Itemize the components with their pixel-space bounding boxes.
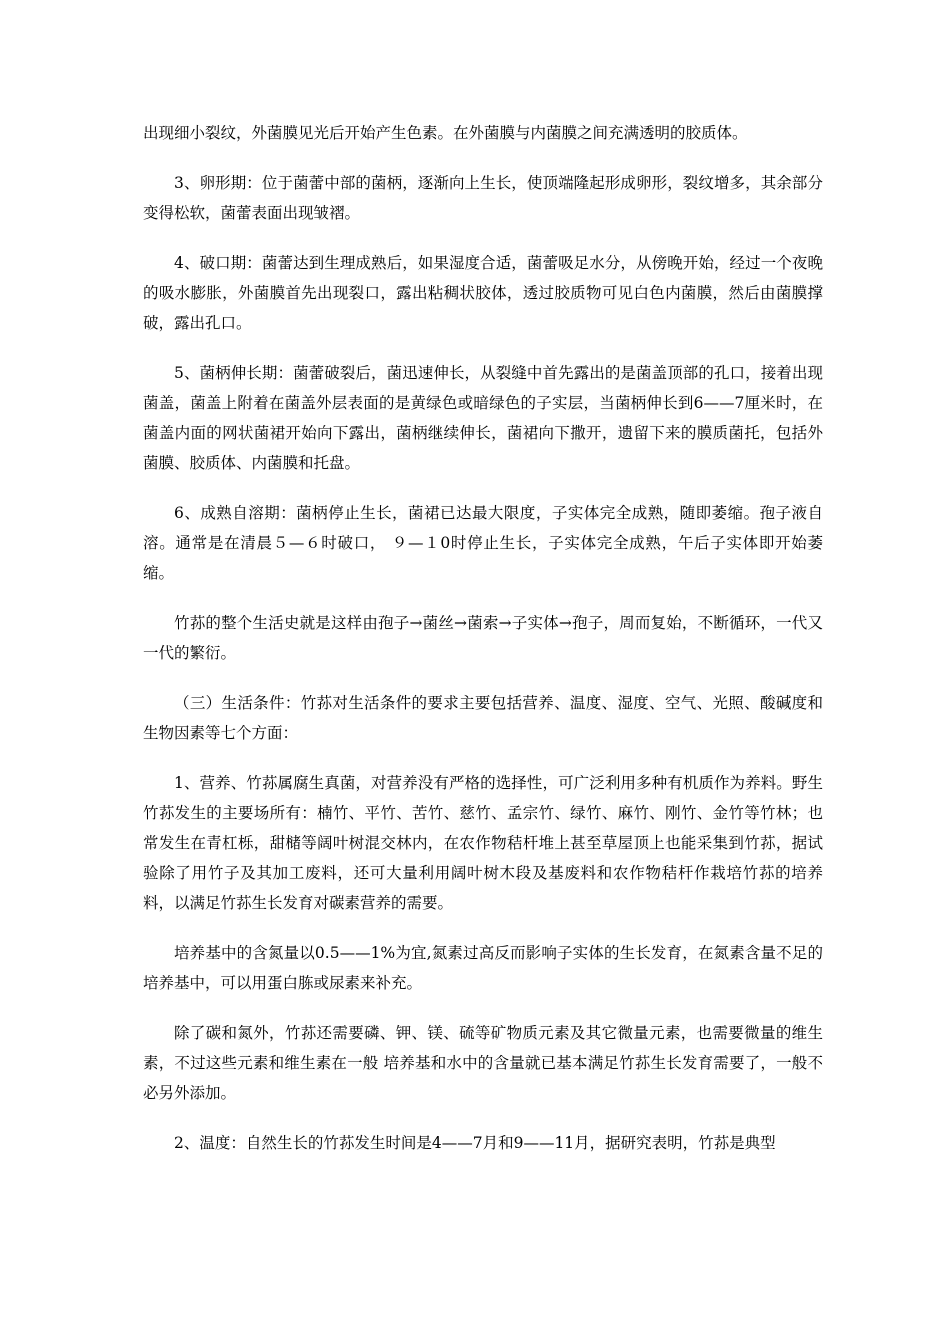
document-body (143, 118, 823, 1178)
paragraph-nutrition: 1、营养、竹荪属腐生真菌，对营养没有严格的选择性，可广泛利用多种有机质作为养料。野生竹荪发生的主要场所有：楠竹、平竹、苦竹、慈竹、孟宗竹、绿竹、麻竹、刚竹、金竹等竹林；也常发生在青杠栎，甜槠等阔叶树混交林内，在农作物秸杆堆上甚至草屋顶上也能采集到竹荪，据试验除了用竹子及其加工废料，还可大量利用阔叶树木段及基废料和农作物秸杆作栽培竹荪的培养料，以满足竹荪生长发育对碳素营养的需要。 (143, 774, 823, 912)
paragraph-continuation: 出现细小裂纹，外菌膜见光后开始产生色素。在外菌膜与内菌膜之间充满透明的胶质体。 (143, 124, 748, 142)
paragraph-stage-6-maturity: 6、成熟自溶期：菌柄停止生长，菌裙已达最大限度，子实体完全成熟，随即萎缩。孢子液自溶。通常是在清晨５—６时破口， ９—１0时停止生长，子实体完全成熟，午后子实体即开始萎缩。 (143, 504, 823, 582)
paragraph-life-cycle: 竹荪的整个生活史就是这样由孢子→菌丝→菌索→子实体→孢子，周而复始，不断循环，一代又一代的繁衍。 (143, 614, 823, 662)
paragraph-temperature: 2、温度：自然生长的竹荪发生时间是4——7月和9——11月，据研究表明，竹荪是典型 (174, 1134, 776, 1152)
paragraph-stage-4-breaking: 4、破口期：菌蕾达到生理成熟后，如果湿度合适，菌蕾吸足水分，从傍晚开始，经过一个夜晚的吸水膨胀，外菌膜首先出现裂口，露出粘稠状胶体，透过胶质物可见白色内菌膜，然后由菌膜撑破，露出孔口。 (143, 254, 823, 332)
paragraph-section-living-conditions: （三）生活条件：竹荪对生活条件的要求主要包括营养、温度、湿度、空气、光照、酸碱度和生物因素等七个方面： (143, 694, 823, 742)
paragraph-stage-5-stipe-elongation: 5、菌柄伸长期：菌蕾破裂后，菌迅速伸长，从裂缝中首先露出的是菌盖顶部的孔口，接着出现菌盖，菌盖上附着在菌盖外层表面的是黄绿色或暗绿色的子实层，当菌柄伸长到6——7厘米时，在菌盖内面的网状菌裙开始向下露出，菌柄继续伸长，菌裙向下撒开，遗留下来的膜质菌托，包括外菌膜、胶质体、内菌膜和托盘。 (143, 364, 823, 472)
paragraph-minerals: 除了碳和氮外，竹荪还需要磷、钾、镁、硫等矿物质元素及其它微量元素，也需要微量的维生素，不过这些元素和维生素在一般 培养基和水中的含量就已基本满足竹荪生长发育需要了，一般不必另外添加。 (143, 1024, 823, 1102)
paragraph-nitrogen: 培养基中的含氮量以0.5——1%为宜,氮素过高反而影响子实体的生长发育，在氮素含量不足的培养基中，可以用蛋白胨或尿素来补充。 (143, 944, 823, 992)
paragraph-stage-3-ovoid: 3、卵形期：位于菌蕾中部的菌柄，逐渐向上生长，使顶端隆起形成卵形，裂纹增多，其余部分变得松软，菌蕾表面出现皱褶。 (143, 174, 823, 222)
